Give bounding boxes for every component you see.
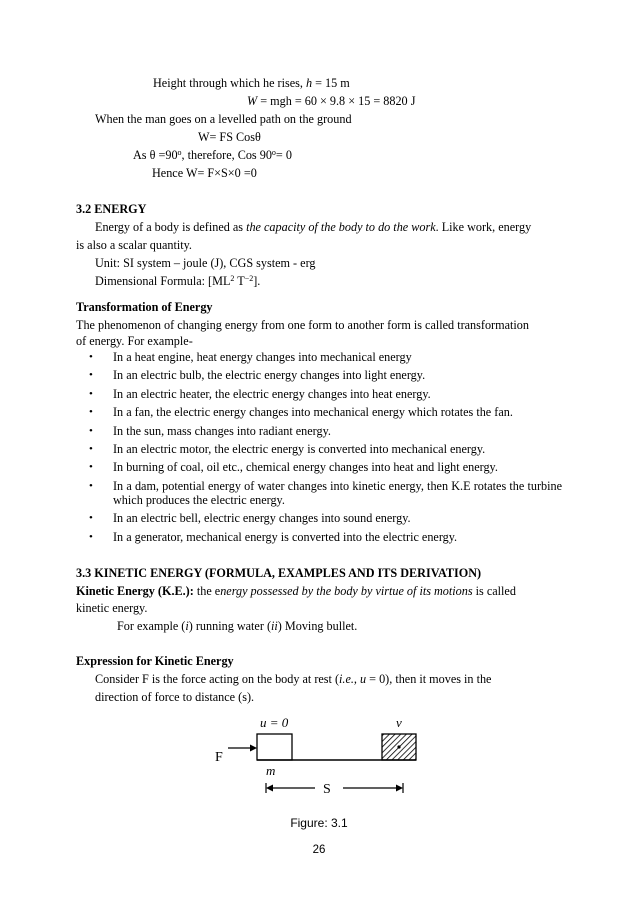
page-number: 26: [312, 844, 326, 856]
transformation-intro: The phenomenon of changing energy from one form to another form is called transformation: [76, 318, 529, 332]
w-fs-equation: W= FS Cosθ: [198, 130, 261, 144]
kinetic-definition: Kinetic Energy (K.E.): the energy possessed by the body by virtue of its motions is called: [76, 584, 516, 598]
bullet-icon: •: [89, 387, 93, 400]
bullet-icon: •: [89, 369, 93, 382]
m-label: m: [266, 763, 276, 778]
bullet-icon: •: [89, 351, 93, 363]
bullet-icon: •: [89, 530, 93, 543]
bullet-icon: •: [89, 424, 93, 437]
list-item: • In the sun, mass changes into radiant energy.: [89, 423, 331, 438]
bullet-icon: •: [89, 479, 93, 492]
list-item: • In an electric heater, the electric energy changes into heat energy.: [89, 386, 431, 401]
transformation-list: [76, 350, 562, 548]
energy-definition-cont: is also a scalar quantity.: [76, 238, 192, 252]
energy-dimension: Dimensional Formula: [$ML^2$ $T^{-2}$].: [95, 274, 261, 288]
energy-heading: 3.2 ENERGY: [76, 202, 147, 216]
s-label: S: [323, 782, 331, 797]
block-center-dot: [397, 745, 400, 748]
theta-line: As $\theta =90^o$, therefore, Cos $90^o= 0$: [133, 148, 292, 162]
expression-consider: Consider F is the force acting on the body at rest (i.e., u = 0), then it moves in the: [95, 672, 492, 686]
bullet-icon: •: [89, 442, 93, 455]
kinetic-heading: 3.3 KINETIC ENERGY (FORMULA, EXAMPLES AND ITS DERIVATION): [76, 566, 482, 580]
energy-unit: Unit: SI system – joule (J), CGS system - erg: [95, 256, 316, 270]
bullet-icon: •: [89, 406, 93, 419]
transformation-intro-cont: of energy. For example-: [76, 334, 193, 348]
list-item: • In a fan, the electric energy changes into mechanical energy which rotates the fan.: [89, 405, 513, 420]
levelled-path-line: When the man goes on a levelled path on the ground: [95, 112, 352, 126]
block-at-rest: [257, 734, 292, 760]
height-line: Height through which he rises, h = 15 m: [153, 76, 350, 90]
hence-line: Hence W= F×S×0 =0: [152, 166, 257, 180]
expression-heading: Expression for Kinetic Energy: [76, 654, 234, 668]
kinetic-examples: For example (i) running water (ii) Moving bullet.: [117, 619, 358, 633]
kinetic-definition-cont: kinetic energy.: [76, 601, 148, 615]
list-item: • In a dam, potential energy of water changes into kinetic energy, then K.E rotates the turbine which produces the electric energy.: [89, 478, 562, 507]
energy-definition: Energy of a body is defined as the capacity of the body to do the work. Like work, energy: [95, 220, 532, 234]
list-item: • In an electric bulb, the electric energy changes into light energy.: [89, 368, 426, 383]
list-item: • In an electric motor, the electric energy is converted into mechanical energy.: [89, 441, 486, 456]
bullet-icon: •: [89, 512, 93, 525]
f-label: F: [215, 750, 223, 765]
u-label: u = 0: [260, 715, 289, 730]
expression-consider-cont: direction of force to distance (s).: [95, 690, 255, 704]
transformation-heading: Transformation of Energy: [76, 300, 213, 314]
list-item: • In a heat engine, heat energy changes into mechanical energy: [89, 350, 412, 364]
kinetic-energy-figure: [212, 713, 426, 799]
list-item: • In burning of coal, oil etc., chemical energy changes into heat and light energy.: [89, 460, 498, 475]
force-arrow: [228, 745, 257, 752]
v-label: v: [396, 715, 402, 730]
work-equation: W = mgh = 60 × 9.8 × 15 = 8820 J: [247, 94, 416, 108]
figure-caption: Figure: 3.1: [290, 816, 348, 830]
bullet-icon: •: [89, 461, 93, 474]
list-item: • In an electric bell, electric energy changes into sound energy.: [89, 511, 411, 526]
distance-arrow: [266, 783, 403, 793]
list-item: • In a generator, mechanical energy is converted into the electric energy.: [89, 529, 458, 544]
